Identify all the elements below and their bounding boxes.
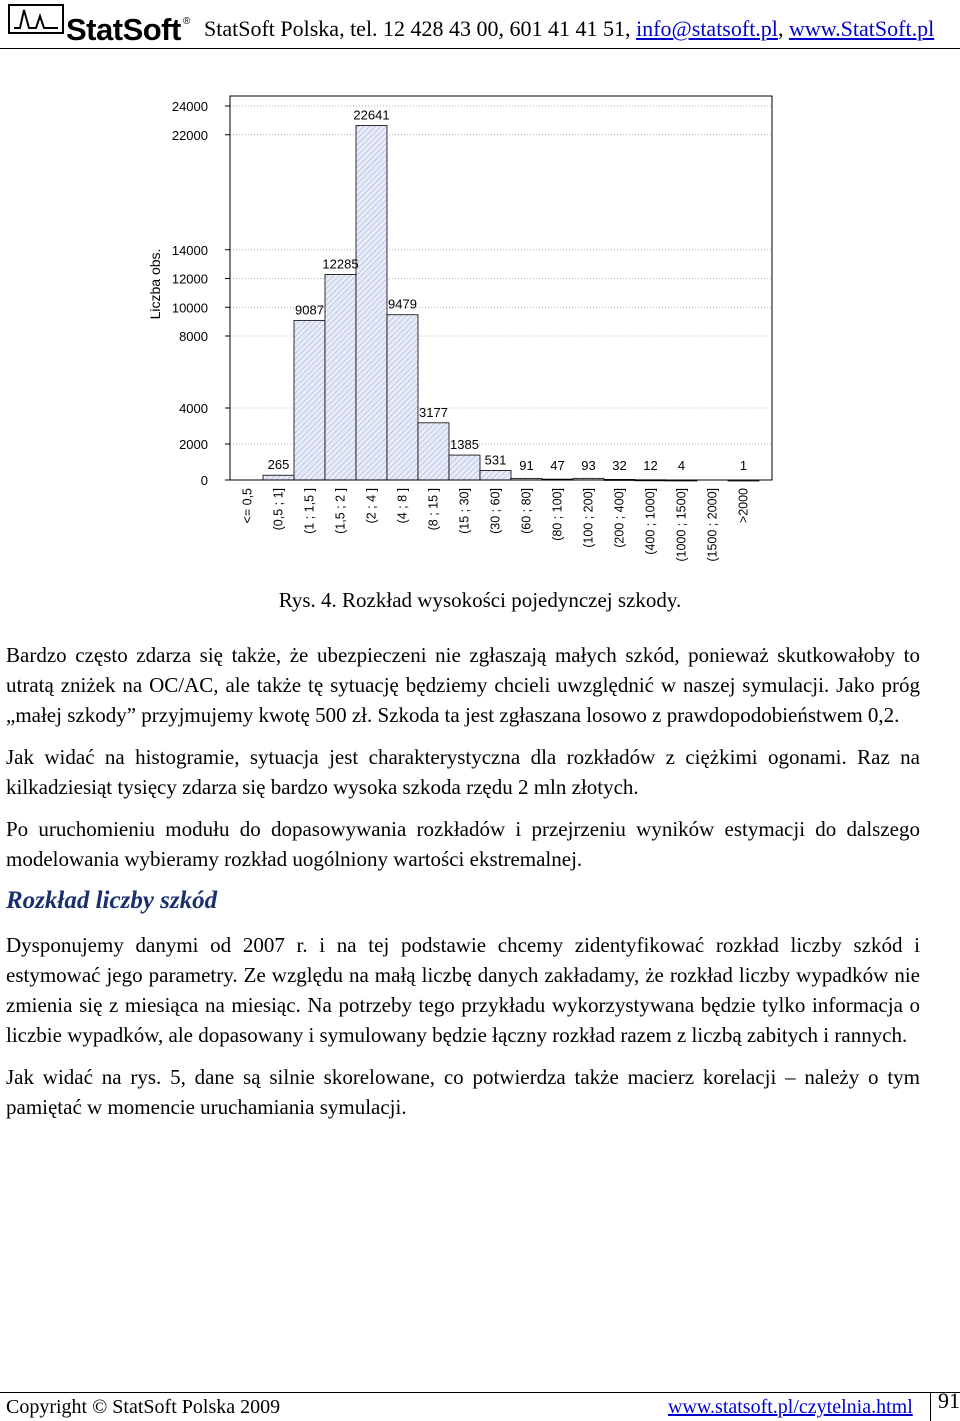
- bar-data-label: 32: [612, 458, 627, 473]
- y-tick-label: 24000: [171, 99, 208, 114]
- histogram-bar: [356, 126, 387, 480]
- caption-text: Rys. 4. Rozkład wysokości pojedynczej szkody.: [278, 588, 682, 612]
- histogram-svg: [140, 84, 780, 584]
- x-category-label: (1500 ; 2000]: [705, 488, 720, 562]
- histogram-bar: [263, 475, 294, 480]
- bar-data-label: 91: [519, 458, 534, 473]
- paragraph-1: Bardzo często zdarza się także, że ubezpieczeni nie zgłaszają małych szkód, ponieważ skutkowałoby to utratą zniżek na OC/AC, ale także tę sytuację będziemy chcieli uwzględnić w naszej symulacji. Jako próg „małej szkody” przyjmujemy kwotę 500 zł. Szkoda ta jest zgłaszana losowo z prawdopodobieństwem 0,2.: [6, 643, 920, 727]
- x-category-label: (80 ; 100]: [550, 488, 565, 541]
- paragraph-5: Jak widać na rys. 5, dane są silnie skorelowane, co potwierdza także macierz korelacji – należy o tym pamiętać w momencie uruchamiania symulacji.: [6, 1065, 920, 1119]
- y-tick-label: 4000: [179, 401, 208, 416]
- bar-data-label: 1385: [450, 437, 479, 453]
- bar-data-label: 9087: [295, 302, 324, 318]
- bar-data-label: 4: [677, 458, 686, 473]
- header-divider: [0, 48, 960, 49]
- x-category-label: (1,5 ; 2 ]: [333, 488, 348, 534]
- x-category-label: (0,5 ; 1]: [271, 488, 286, 531]
- x-category-label: (400 ; 1000]: [643, 488, 658, 555]
- paragraph-3: Po uruchomieniu modułu do dopasowywania rozkładów i przejrzeniu wyników estymacji do dalszego modelowania wybieramy rozkład uogólniony wartości ekstremalnej.: [6, 817, 920, 871]
- footer-divider: [0, 1392, 960, 1393]
- x-category-label: (8 ; 15 ]: [426, 488, 441, 531]
- footer-copyright: Copyright © StatSoft Polska 2009: [6, 1396, 281, 1418]
- header-contact: [204, 16, 934, 42]
- y-tick-label: 14000: [171, 242, 208, 258]
- x-category-label: (30 ; 60]: [488, 488, 503, 534]
- x-category-label: (4 ; 8 ]: [395, 488, 410, 524]
- bar-data-label: 1: [739, 458, 748, 473]
- x-category-label: >2000: [736, 488, 751, 524]
- y-tick-label: 0: [200, 473, 208, 488]
- bar-data-label: 531: [484, 452, 507, 468]
- statsoft-logo-icon: [8, 4, 64, 34]
- y-tick-label: 10000: [171, 300, 208, 316]
- logo-wordmark: StatSoft: [66, 12, 181, 47]
- histogram-bar: [449, 455, 480, 480]
- page-header: [0, 0, 960, 48]
- registered-mark: ®: [183, 16, 191, 27]
- footer-url-link[interactable]: www.statsoft.pl/czytelnia.html: [668, 1396, 913, 1418]
- contact-separator: ,: [777, 16, 789, 41]
- axis-layer: [147, 96, 772, 562]
- bar-data-label: 22641: [353, 107, 390, 123]
- email-link[interactable]: info@statsoft.pl: [636, 16, 778, 41]
- footer-separator: [930, 1392, 931, 1421]
- histogram-bar: [325, 274, 356, 480]
- y-axis-label: Liczba obs.: [147, 248, 163, 320]
- histogram-bar: [387, 315, 418, 480]
- histogram-chart: [140, 84, 780, 584]
- bar-data-label: 93: [581, 458, 596, 473]
- y-tick-label: 12000: [171, 271, 208, 287]
- x-category-label: (1 ; 1,5 ]: [302, 488, 317, 534]
- y-tick-label: 22000: [171, 127, 208, 143]
- bar-data-label: 3177: [419, 404, 448, 420]
- x-category-label: (1000 ; 1500]: [674, 488, 689, 562]
- histogram-bar: [294, 320, 325, 480]
- histogram-bar: [480, 470, 511, 480]
- y-tick-label: 8000: [179, 329, 208, 344]
- x-category-label: (100 ; 200]: [581, 488, 596, 548]
- contact-text: StatSoft Polska, tel. 12 428 43 00, 601 41 41 51,: [204, 16, 637, 41]
- paragraph-4: Dysponujemy danymi od 2007 r. i na tej podstawie chcemy zidentyfikować rozkład liczby szkód i estymować jego parametry. Ze względu na małą liczbę danych zakładamy, że rozkład liczby wypadków nie zmienia się z miesiąca na miesiąc. Na potrzeby tego przykładu wykorzystywana będzie tylko informacja o liczbie wypadków, ale dopasowany i symulowany będzie łączny rozkład razem z liczbą zabitych i rannych.: [6, 933, 920, 1047]
- bar-layer: [263, 126, 759, 481]
- bar-data-label: 9479: [388, 296, 417, 312]
- section-heading: Rozkład liczby szkód: [6, 887, 218, 914]
- bar-data-label: 12: [643, 458, 658, 473]
- x-category-label: <= 0,5: [240, 488, 255, 524]
- page-number: 91: [938, 1388, 960, 1413]
- website-link[interactable]: www.StatSoft.pl: [788, 16, 935, 41]
- bar-data-label: 12285: [322, 256, 359, 272]
- bar-data-label: 47: [550, 458, 565, 473]
- x-category-label: (2 ; 4 ]: [364, 488, 379, 524]
- x-category-label: (15 ; 30]: [457, 488, 472, 534]
- paragraph-2: Jak widać na histogramie, sytuacja jest charakterystyczna dla rozkładów z ciężkimi ogonami. Raz na kilkadziesiąt tysięcy zdarza się bardzo wysoka szkoda rzędu 2 mln złotych.: [6, 745, 920, 799]
- histogram-bar: [418, 423, 449, 480]
- bar-data-label: 265: [267, 457, 290, 473]
- figure-caption: [0, 588, 960, 613]
- x-category-label: (200 ; 400]: [612, 488, 627, 548]
- article-body: [6, 640, 920, 1134]
- y-tick-label: 2000: [179, 437, 208, 452]
- x-category-label: (60 ; 80]: [519, 488, 534, 534]
